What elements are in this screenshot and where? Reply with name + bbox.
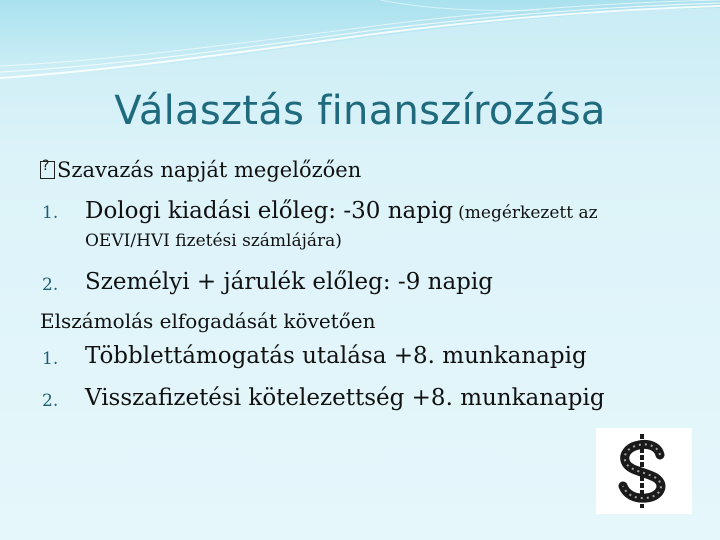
list-number: 1.: [42, 203, 59, 223]
list-item-main: Személyi + járulék előleg: -9 napig: [85, 269, 493, 295]
list-item-suffix: (megérkezett az: [458, 203, 598, 223]
section1-heading-text: Szavazás napját megelőzően: [57, 158, 362, 182]
list-item-main: Visszafizetési kötelezettség +8. munkanapig: [85, 385, 605, 411]
list-item-continuation: OEVI/HVI fizetési számlájára): [85, 231, 342, 251]
header-wave-decoration: [0, 0, 720, 90]
list-number: 2.: [42, 275, 59, 295]
slide-title: Választás finanszírozása: [114, 88, 606, 134]
list-item-text: [85, 198, 598, 224]
dollar-image: [596, 428, 692, 514]
dollar-sign-icon: [596, 428, 692, 514]
missing-glyph-icon: [40, 161, 55, 179]
list-number: 2.: [42, 391, 59, 411]
list-item-main: Dologi kiadási előleg: -30 napig: [85, 198, 454, 224]
section1-heading: [40, 158, 361, 182]
list-number: 1.: [42, 349, 59, 369]
list-item-main: Többlettámogatás utalása +8. munkanapig: [85, 343, 587, 369]
section2-heading: Elszámolás elfogadását követően: [40, 309, 376, 333]
